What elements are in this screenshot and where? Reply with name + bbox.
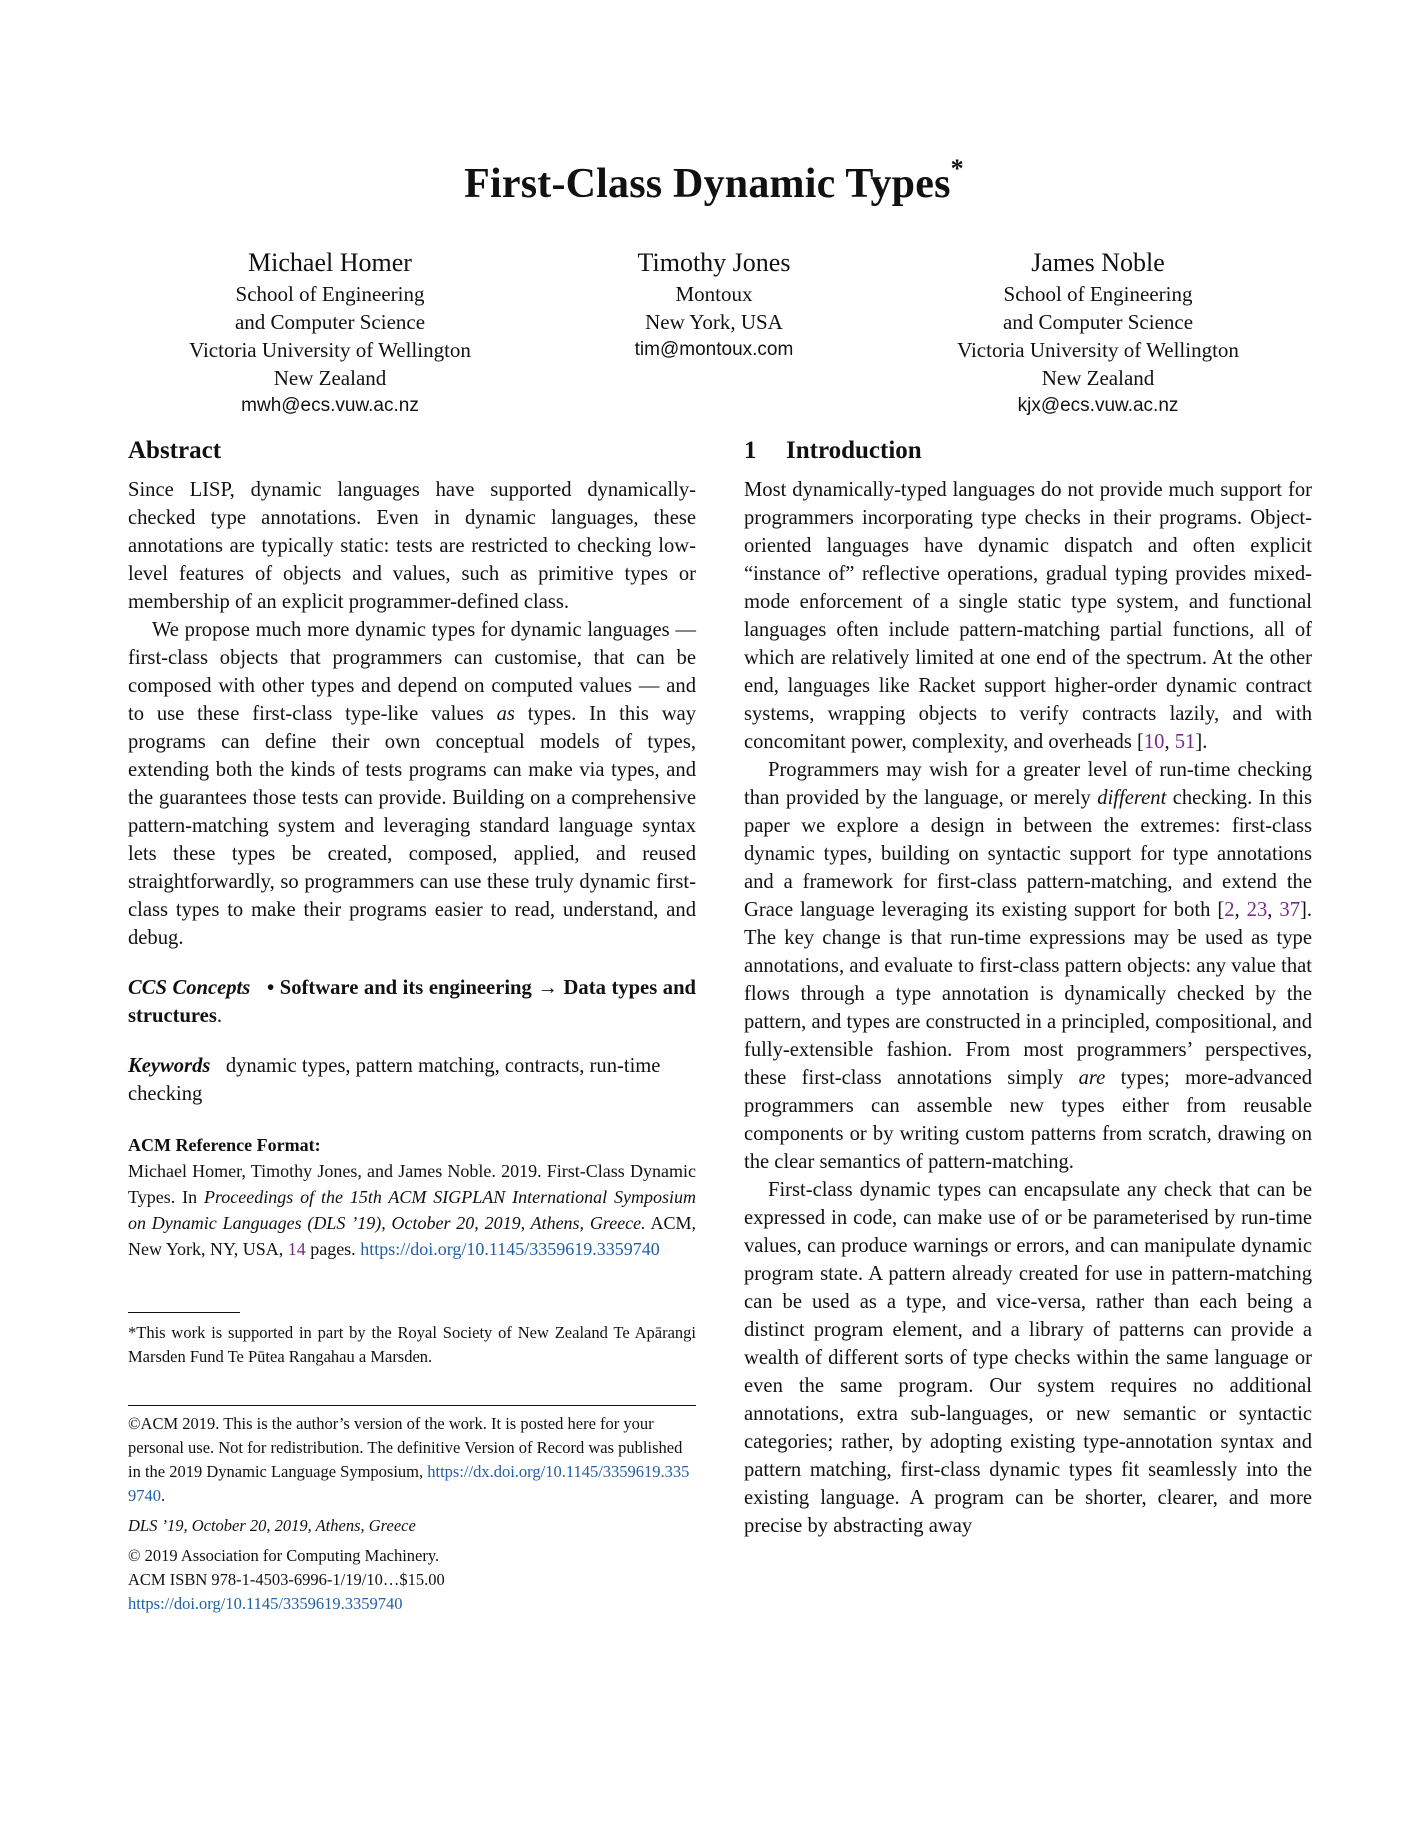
text-run: , xyxy=(1267,899,1280,921)
ccs-text: • Software and its engineering → Data types and structures xyxy=(128,977,696,1027)
citation-link[interactable]: 51 xyxy=(1174,731,1196,753)
acm-isbn: ACM ISBN 978-1-4503-6996-1/19/10…$15.00 xyxy=(128,1570,445,1589)
abstract-paragraph-2 xyxy=(128,616,696,952)
doi-link[interactable]: https://doi.org/10.1145/3359619.3359740 xyxy=(360,1239,660,1259)
author-affiliation: and Computer Science xyxy=(1002,310,1194,334)
author-affiliation: School of Engineering xyxy=(1003,282,1193,306)
emphasis: as xyxy=(496,703,515,725)
author-name: Timothy Jones xyxy=(637,248,791,277)
footnote-rule xyxy=(128,1312,240,1313)
abstract-paragraph-1: Since LISP, dynamic languages have supported dynamically-checked type annotations. Even in dynamic languages, these annotations are typically static: tests are restricted to checking low-level features of objects and values, such as primitive types or membership of an explicit programmer-defined class. xyxy=(128,479,696,613)
intro-paragraph-3: First-class dynamic types can encapsulate any check that can be expressed in code, can make use of or be parameterised by run-time values, can produce warnings or errors, and can manipulate dynamic program state. A pattern already created for use in pattern-matching can be used as a type, and vice-versa, rather than each being a distinct program element, and a library of patterns can provide a wealth of different sorts of type checks within the same language or even the same program. Our system requires no additional annotations, extra sub-languages, or new semantic or syntactic categories; rather, by adopting existing type-annotation syntax and pattern matching, first-class dynamic types fit seamlessly into the existing language. A program can be shorter, clearer, and more precise by abstracting away xyxy=(744,1179,1312,1537)
title-text: First-Class Dynamic Types xyxy=(464,161,951,207)
acm-reference-heading: ACM Reference Format: xyxy=(128,1135,321,1155)
abstract-heading: Abstract xyxy=(128,437,222,464)
text-run: Michael Homer, Timothy Jones, and James Noble. 2019. First-Class Dynamic Types. In xyxy=(128,1161,696,1207)
version-of-record-link[interactable]: https://dx.doi.org/10.1145/3359619.3359740 xyxy=(128,1462,690,1505)
conference-line xyxy=(128,1514,696,1538)
author-affiliation: Victoria University of Wellington xyxy=(957,338,1239,362)
text-run: Most dynamically-typed languages do not provide much support for programmers incorporating type checks in their programs. Object-oriented languages have dynamic dispatch and often explicit “instance of” reflective operations, gradual typing provides mixed-mode enforcement of a single static type system, and functional languages often include pattern-matching partial functions, all of which are relatively limited at one end of the spectrum. At the other end, languages like Racket support higher-order dynamic contract systems, wrapping objects to verify contracts lazily, and with concomitant power, complexity, and overheads [ xyxy=(744,479,1312,753)
introduction-heading xyxy=(744,434,1312,468)
copyright-doi-link[interactable]: https://doi.org/10.1145/3359619.3359740 xyxy=(128,1594,403,1613)
citation-link[interactable]: 2 xyxy=(1224,899,1235,921)
author-affiliation: School of Engineering xyxy=(235,282,425,306)
title-footnote-mark: * xyxy=(950,154,964,183)
text-run: , xyxy=(1164,731,1175,753)
section-title: Introduction xyxy=(786,437,922,464)
author-block-homer xyxy=(120,246,540,420)
author-affiliation: Montoux xyxy=(675,282,753,306)
acm-reference-text xyxy=(128,1158,696,1262)
section-number: 1 xyxy=(744,437,757,464)
author-name: Michael Homer xyxy=(248,248,412,277)
right-column xyxy=(744,434,1312,1540)
acm-copyright: © 2019 Association for Computing Machinery. xyxy=(128,1546,440,1565)
author-email: mwh@ecs.vuw.ac.nz xyxy=(241,395,419,416)
citation-link[interactable]: 37 xyxy=(1279,899,1300,921)
text-run: . xyxy=(161,1486,166,1505)
emphasis: are xyxy=(1078,1067,1106,1089)
citation-link[interactable]: 23 xyxy=(1246,899,1268,921)
text-run: checking. In this paper we explore a design in between the extremes: first-class dynamic types, building on syntactic support for type annotations and a framework for first-class pattern-matching, and extend the Grace language leveraging its existing support for both [ xyxy=(744,787,1312,921)
text-run: We propose much more dynamic types for dynamic languages — first-class objects that programmers can customise, that can be composed with other types and depend on computed values — and to use these first-class type-like values xyxy=(128,619,696,725)
author-email: tim@montoux.com xyxy=(634,339,794,360)
text-run: pages. xyxy=(305,1239,361,1259)
page-count-link[interactable]: 14 xyxy=(287,1239,306,1259)
text-run: ]. xyxy=(1195,731,1208,753)
copyright-block xyxy=(128,1412,696,1616)
intro-paragraph-1 xyxy=(744,476,1312,756)
copyright-rule xyxy=(128,1405,696,1406)
text-run: ACM, New York, NY, USA, xyxy=(128,1213,696,1259)
intro-paragraph-2 xyxy=(744,756,1312,1176)
copyright-notice xyxy=(128,1412,696,1508)
citation-link[interactable]: 10 xyxy=(1143,731,1165,753)
venue: Proceedings of the 15th ACM SIGPLAN International Symposium on Dynamic Languages (DLS ’19), October 20, 2019, Athens, Greece. xyxy=(128,1187,696,1233)
footnote: *This work is supported in part by the Royal Society of New Zealand Te Apārangi Marsden Fund Te Pūtea Rangahau a Marsden. xyxy=(128,1323,696,1366)
ccs-label: CCS Concepts xyxy=(128,977,251,999)
paper-title xyxy=(0,154,1428,208)
author-affiliation: and Computer Science xyxy=(234,310,426,334)
text-run: types. In this way programs can define their own conceptual models of types, extending both the kinds of tests programs can make via types, and the guarantees those tests can provide. Building on a comprehensive pattern-matching system and leveraging standard language syntax lets these types be created, composed, applied, and reused straightforwardly, so programmers can use these truly dynamic first-class types to make their programs easier to read, understand, and debug. xyxy=(128,703,697,949)
author-affiliation: New York, USA xyxy=(645,310,783,334)
author-affiliation: Victoria University of Wellington xyxy=(189,338,471,362)
ccs-concepts xyxy=(128,974,696,1030)
keywords-text: dynamic types, pattern matching, contracts, run-time checking xyxy=(128,1055,661,1105)
author-block-jones xyxy=(504,246,924,364)
text-run: . xyxy=(216,1005,222,1027)
author-affiliation: New Zealand xyxy=(273,366,387,390)
text-run: , xyxy=(1234,899,1247,921)
emphasis: different xyxy=(1097,787,1167,809)
left-column xyxy=(128,434,696,1616)
author-affiliation: New Zealand xyxy=(1041,366,1155,390)
text-run: ©ACM 2019. This is the author’s version of the work. It is posted here for your personal use. Not for redistribution. The definitive Version of Record was published in the 2019 Dynamic Language Symposium, xyxy=(128,1414,683,1481)
author-block-noble xyxy=(888,246,1308,420)
text-run: Programmers may wish for a greater level of run-time checking than provided by the language, or merely xyxy=(744,759,1312,809)
text-run: ]. The key change is that run-time expressions may be used as type annotations, and evaluate to first-class pattern objects: any value that flows through a type annotation is dynamically checked by the pattern, and types are constructed in a principled, compositional, and fully-extensible fashion. From most programmers’ perspectives, these first-class annotations simply xyxy=(744,899,1313,1089)
conference-text: DLS ’19, October 20, 2019, Athens, Greece xyxy=(128,1516,416,1535)
text-run: types; more-advanced programmers can assemble new types either from reusable components or by writing custom patterns from scratch, drawing on the clear semantics of pattern-matching. xyxy=(744,1067,1312,1173)
keywords xyxy=(128,1052,696,1108)
author-email: kjx@ecs.vuw.ac.nz xyxy=(1017,395,1179,416)
acm-reference-format xyxy=(128,1132,696,1262)
keywords-label: Keywords xyxy=(128,1055,211,1077)
author-name: James Noble xyxy=(1031,248,1165,277)
